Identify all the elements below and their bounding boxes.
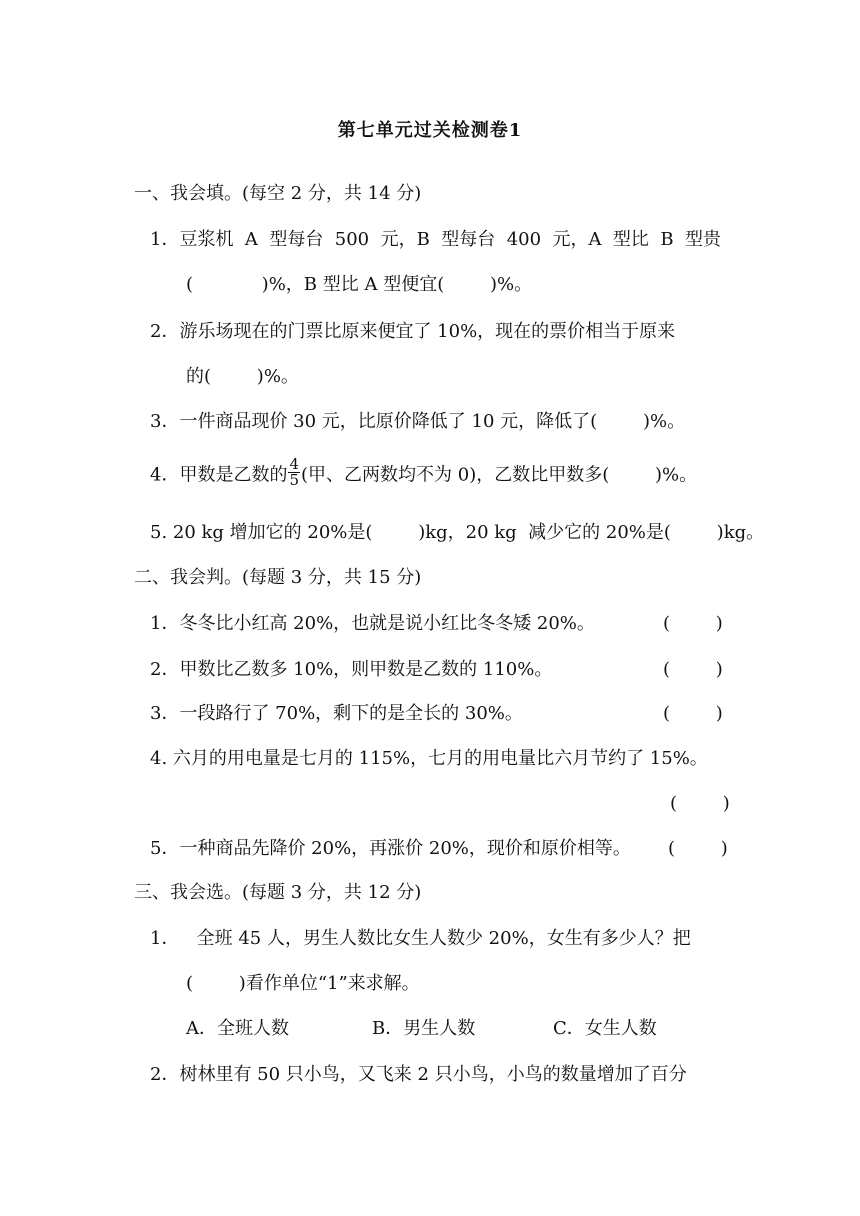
answer-paren-judge-3: ( ) xyxy=(663,703,723,724)
answer-paren-judge-2: ( ) xyxy=(663,659,723,680)
question-choose-1-line-2: ( )看作单位“1”来求解。 xyxy=(186,973,420,994)
question-fill-1-line-1: 1．豆浆机 A 型每台 500 元，B 型每台 400 元，A 型比 B 型贵 xyxy=(150,229,722,250)
question-fill-2-line-1: 2．游乐场现在的门票比原来便宜了 10%，现在的票价相当于原来 xyxy=(150,321,676,342)
question-fill-1-line-2: ( )%，B 型比 A 型便宜( )%。 xyxy=(186,274,533,295)
question-judge-5: 5．一种商品先降价 20%，再涨价 20%，现价和原价相等。 xyxy=(150,838,631,859)
page-title: 第七单元过关检测卷1 xyxy=(337,120,523,141)
fraction-denominator: 5 xyxy=(289,471,299,489)
question-judge-2: 2．甲数比乙数多 10%，则甲数是乙数的 110%。 xyxy=(150,659,553,680)
fraction-numerator: 4 xyxy=(289,455,299,473)
option-a: A．全班人数 xyxy=(186,1018,289,1039)
question-fill-4-after: (甲、乙两数均不为 0)，乙数比甲数多( )%。 xyxy=(301,464,698,486)
question-choose-2-line-1: 2．树林里有 50 只小鸟，又飞来 2 只小鸟，小鸟的数量增加了百分 xyxy=(150,1064,687,1085)
section-heading-fill: 一、我会填。(每空 2 分，共 14 分) xyxy=(134,183,422,204)
option-c: C．女生人数 xyxy=(553,1018,657,1039)
question-judge-1: 1．冬冬比小红高 20%，也就是说小红比冬冬矮 20%。 xyxy=(150,613,595,634)
question-fill-5: 5. 20 kg 增加它的 20%是( )kg，20 kg 减少它的 20%是( )kg。 xyxy=(150,522,765,543)
answer-paren-judge-5: ( ) xyxy=(668,838,728,859)
question-fill-3: 3．一件商品现价 30 元，比原价降低了 10 元，降低了( )%。 xyxy=(150,411,686,432)
question-judge-3: 3．一段路行了 70%，剩下的是全长的 30%。 xyxy=(150,703,523,724)
question-fill-4 xyxy=(150,455,698,491)
section-heading-judge: 二、我会判。(每题 3 分，共 15 分) xyxy=(134,567,422,588)
fraction-four-fifths xyxy=(288,457,300,488)
question-fill-4-before: 4．甲数是乙数的 xyxy=(150,464,288,486)
option-b: B．男生人数 xyxy=(372,1018,476,1039)
answer-paren-judge-4: ( ) xyxy=(670,793,730,814)
section-heading-choose: 三、我会选。(每题 3 分，共 12 分) xyxy=(134,882,422,903)
question-choose-1-line-1: 1． 全班 45 人，男生人数比女生人数少 20%，女生有多少人？把 xyxy=(150,928,691,949)
answer-paren-judge-1: ( ) xyxy=(663,613,723,634)
question-fill-2-line-2: 的( )%。 xyxy=(186,366,299,387)
question-judge-4: 4. 六月的用电量是七月的 115%，七月的用电量比六月节约了 15%。 xyxy=(150,748,708,769)
